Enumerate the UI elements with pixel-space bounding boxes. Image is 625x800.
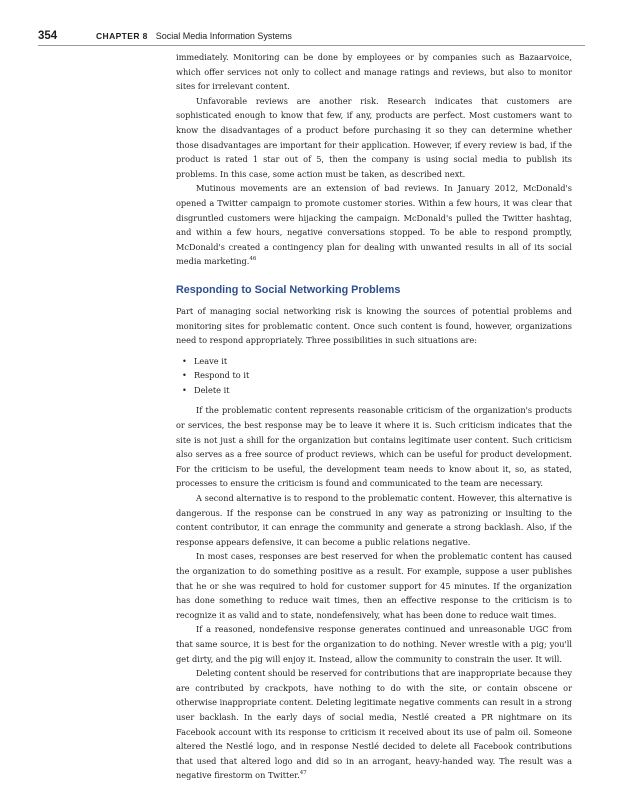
paragraph: A second alternative is to respond to the problematic content. However, this alternative is dangerous. If the response can be construed in any way as patronizing or insulting to the content contributor, it can enrage the community and generate a strong backlash. Also, if the response appears defensive, it can become a public relations negative.	[176, 493, 572, 547]
bullet-icon: •	[182, 384, 187, 395]
bullet-icon: •	[182, 370, 187, 381]
paragraph	[176, 181, 572, 269]
chapter-title: Social Media Information Systems	[155, 31, 292, 41]
paragraph: If the problematic content represents reasonable criticism of the organization's products or services, the best response may be to leave it where it is. Such criticism indicates that the site is not just a shill for the organization but contains legitimate user content. Such criticism also serves as a free source of product reviews, which can be useful for product development. For the criticism to be useful, the development team needs to know about it, so, as stated, processes to ensure the criticism is found and communicated to the team are necessary.	[176, 405, 572, 489]
list-item	[182, 354, 572, 369]
list-item-text: Respond to it	[194, 370, 250, 381]
page-number: 354	[38, 30, 58, 42]
paragraph: Part of managing social networking risk is knowing the sources of potential problems and monitoring sites for problematic content. Once such content is found, however, organizations need to respond appropriately. Three possibilities in such situations are:	[176, 305, 572, 346]
chapter-label: CHAPTER 8	[96, 31, 148, 41]
paragraph	[176, 666, 572, 783]
list-item	[182, 368, 572, 383]
footnote-ref: 47	[299, 770, 307, 777]
paragraph-text: Mutinous movements are an extension of bad reviews. In January 2012, McDonald's opened a Twitter campaign to promote customer stories. Within a few hours, it was clear that disgruntled customers were hijacking the campaign. McDonald's pulled the Twitter hashtag, and within a few hours, negative conversations stopped. To be able to respond promptly, McDonald's created a contingency plan for dealing with unwanted results in all of its social media marketing.	[176, 183, 572, 267]
section-heading: Responding to Social Networking Problems	[176, 283, 401, 296]
paragraph: immediately. Monitoring can be done by employees or by companies such as Bazaarvoice, which offer services not only to collect and manage ratings and reviews, but also to monitor sites for irrelevant content.	[176, 52, 572, 92]
body-text	[176, 50, 572, 783]
footnote-ref: 46	[249, 256, 257, 263]
list-item-text: Delete it	[194, 384, 230, 395]
paragraph-text: Deleting content should be reserved for contributions that are inappropriate because they are contributed by crackpots, have nothing to do with the site, or contain obscene or otherwise inappropriate content. Deleting legitimate negative comments can result in a strong user backlash. In the early days of social media, Nestlé created a PR nightmare on its Facebook account with its response to criticism it received about its use of palm oil. Someone altered the Nestlé logo, and in response Nestlé decided to delete all Facebook contributions that used that altered logo and did so in an arrogant, heavy-handed way. The result was a negative firestorm on Twitter.	[176, 668, 572, 781]
paragraph: If a reasoned, nondefensive response generates continued and unreasonable UGC from that same source, it is best for the organization to do nothing. Never wrestle with a pig; you'll get dirty, and the pig will enjoy it. Instead, allow the community to constrain the user. It will.	[176, 624, 572, 664]
list-item-text: Leave it	[194, 355, 228, 366]
running-header	[38, 30, 585, 44]
bullet-list	[176, 354, 572, 398]
paragraph: In most cases, responses are best reserved for when the problematic content has caused the organization to do something positive as a result. For example, suppose a user publishes that he or she was required to hold for customer support for 45 minutes. If the organization has done something to reduce wait times, then an effective response to the criticism is to recognize it as valid and to state, nondefensively, what has been done to reduce wait times.	[176, 551, 572, 620]
list-item	[182, 383, 572, 398]
bullet-icon: •	[182, 355, 187, 366]
header-rule	[38, 45, 585, 46]
paragraph: Unfavorable reviews are another risk. Research indicates that customers are sophisticated enough to know that few, if any, products are perfect. Most customers want to know the disadvantages of a product before purchasing it so they can determine whether those disadvantages are important for their application. However, if every review is bad, if the product is rated 1 star out of 5, then the company is using social media to publish its problems. In this case, some action must be taken, as described next.	[176, 95, 572, 179]
